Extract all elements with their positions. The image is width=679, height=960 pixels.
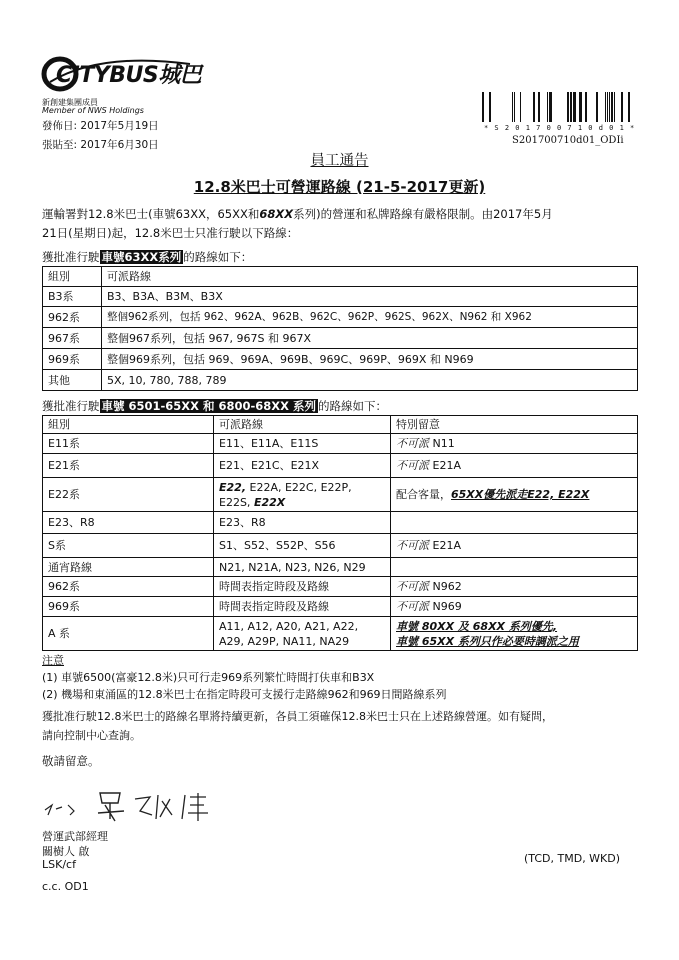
section2-table <box>42 415 638 651</box>
routes-text-2: A29, A29P, NA11, NA29 <box>219 634 350 648</box>
table-cell: E23、R8 <box>43 512 214 534</box>
note-text: E21A <box>429 539 461 552</box>
table-cell <box>391 534 638 558</box>
intro-text-d: 21日(星期日)起，12.8米巴士只准行駛以下路線： <box>42 226 299 240</box>
table-cell: 967系 <box>43 328 102 349</box>
barcode-bar <box>628 92 630 122</box>
note-line-1: 車號 80XX 及 68XX 系列優先, <box>396 619 558 633</box>
table-cell <box>391 617 638 651</box>
table-cell: 時間表指定時段及路線 <box>214 577 391 597</box>
note-italic: 不可派 <box>396 459 429 472</box>
barcode-bar <box>579 92 582 122</box>
barcode-bar <box>614 92 615 122</box>
table-cell <box>391 577 638 597</box>
note-italic: 不可派 <box>396 539 429 552</box>
logo-text: CITYBUS城巴 <box>56 63 202 88</box>
note-italic: 不可派 <box>396 580 429 593</box>
post-date-row: 張貼至: 2017年6月30日 <box>42 139 159 151</box>
barcode-bar <box>607 92 608 122</box>
table-cell <box>391 478 638 512</box>
table-cell: 通宵路線 <box>43 558 214 577</box>
barcode-bar <box>609 92 610 122</box>
note-line-2: 車號 65XX 系列只作必要時調派之用 <box>396 634 579 648</box>
table-cell <box>391 454 638 478</box>
table-cell <box>214 617 391 651</box>
signatory-title: 營運武部經理 <box>42 830 108 843</box>
table-cell: 969系 <box>43 349 102 370</box>
table-cell: 其他 <box>43 370 102 391</box>
barcode-bar <box>512 92 513 122</box>
barcode-bar <box>573 92 576 122</box>
table-cell: B3、B3A、B3M、B3X <box>102 287 638 307</box>
closing-paragraph <box>42 707 642 745</box>
handwritten-signature <box>40 785 240 825</box>
section1-table <box>42 266 638 391</box>
table-row <box>43 454 638 478</box>
barcode-bar <box>567 92 569 122</box>
document-reference: S201700710d01_ODIi <box>512 135 624 146</box>
barcode-bar <box>489 92 491 122</box>
table-cell: N21, N21A, N23, N26, N29 <box>214 558 391 577</box>
table-cell: E11、E11A、E11S <box>214 434 391 454</box>
barcode-bar <box>482 92 484 122</box>
table-row <box>43 434 638 454</box>
logo-subtitle-english: Member of NWS Holdings <box>42 106 144 115</box>
section2-caption <box>42 397 642 416</box>
table-row <box>43 617 638 651</box>
table-cell <box>391 558 638 577</box>
table-cell: 整個969系列，包括 969、969A、969B、969C、969P、969X 和 N969 <box>102 349 638 370</box>
note-text: N11 <box>429 437 455 450</box>
barcode-bar <box>570 92 572 122</box>
table-row <box>43 577 638 597</box>
intro-text-c: 系列)的營運和私牌路線有嚴格限制。由2017年5月 <box>293 207 553 221</box>
table-cell: 969系 <box>43 597 214 617</box>
notice-title: 員工通告 <box>310 153 369 169</box>
notes-item: (2) 機場和東涌區的12.8米巴士在指定時段可支援行走路線962和969日間路線系列 <box>42 688 447 701</box>
table-header: 組別 <box>43 416 214 434</box>
barcode-bar <box>547 92 548 122</box>
cc-line: c.c. OD1 <box>42 880 89 893</box>
table-cell: 962系 <box>43 577 214 597</box>
intro-text-a: 運輸署對12.8米巴士(車號63XX，65XX和 <box>42 207 260 221</box>
logo-subtitle-chinese: 新創建集團成員 <box>42 98 98 107</box>
routes-text-2: E22S, <box>219 495 254 509</box>
table-cell: 時間表指定時段及路線 <box>214 597 391 617</box>
table-cell: 整個962系列，包括 962、962A、962B、962C、962P、962S、962X、N962 和 X962 <box>102 307 638 328</box>
note-text: E21A <box>429 459 461 472</box>
table-row <box>43 597 638 617</box>
section1-caption-b: 的路線如下： <box>183 250 253 264</box>
issue-date-label: 發佈日 <box>42 120 74 132</box>
table-row <box>43 328 638 349</box>
table-row <box>43 534 638 558</box>
table-header: 特別留意 <box>391 416 638 434</box>
table-cell: 整個967系列，包括 967, 967S 和 967X <box>102 328 638 349</box>
table-cell <box>391 434 638 454</box>
table-cell: E23、R8 <box>214 512 391 534</box>
table-row <box>43 478 638 512</box>
table-row <box>43 512 638 534</box>
regards: 敬請留意。 <box>42 754 100 768</box>
section2-caption-b: 的路線如下： <box>318 399 388 413</box>
intro-text-b: 68XX <box>259 207 294 221</box>
table-cell: 962系 <box>43 307 102 328</box>
notice-subtitle: 12.8米巴士可營運路線 (21-5-2017更新) <box>193 178 486 196</box>
table-row <box>43 307 638 328</box>
signatory-ref: LSK/cf <box>42 858 76 871</box>
table-cell <box>391 597 638 617</box>
barcode-bar <box>549 92 552 122</box>
note-bold: 65XX優先派走E22, E22X <box>451 488 590 501</box>
intro-paragraph <box>42 205 642 243</box>
routes-bold: E22, <box>219 480 247 494</box>
table-row <box>43 349 638 370</box>
barcode-bar <box>596 92 598 122</box>
table-cell: A 系 <box>43 617 214 651</box>
table-row <box>43 287 638 307</box>
table-cell <box>214 478 391 512</box>
notes-block <box>42 652 642 703</box>
table-row <box>43 370 638 391</box>
barcode-number: * S 2 0 1 7 0 0 7 1 0 d 0 1 * <box>484 124 636 132</box>
notes-heading: 注意 <box>42 654 64 667</box>
barcode-bar <box>621 92 623 122</box>
note-italic: 不可派 <box>396 437 429 450</box>
table-cell <box>391 512 638 534</box>
section2-caption-highlight: 車號 6501-65XX 和 6800-68XX 系列 <box>101 399 317 413</box>
post-date: 2017年6月30日 <box>80 139 159 151</box>
note-text: N969 <box>429 600 462 613</box>
table-header-row <box>43 267 638 287</box>
table-cell: B3系 <box>43 287 102 307</box>
barcode-bar <box>611 92 613 122</box>
barcode-bar <box>538 92 540 122</box>
note-italic: 不可派 <box>396 600 429 613</box>
section1-caption <box>42 248 642 267</box>
issue-date: 2017年5月19日 <box>80 120 159 132</box>
table-cell: E21系 <box>43 454 214 478</box>
barcode-bar <box>514 92 515 122</box>
section1-caption-highlight: 車號63XX系列 <box>101 250 182 264</box>
table-header-row <box>43 416 638 434</box>
section1-caption-a: 獲批准行駛 <box>42 250 100 264</box>
closing-line-2: 請向控制中心查詢。 <box>42 729 141 742</box>
barcode-bar <box>520 92 521 122</box>
barcode-bar <box>533 92 535 122</box>
note-text: N962 <box>429 580 462 593</box>
section2-caption-a: 獲批准行駛 <box>42 399 100 413</box>
routes-text: E22A, E22C, E22P, <box>246 480 352 494</box>
table-cell: 5X, 10, 780, 788, 789 <box>102 370 638 391</box>
table-cell: S1、S52、S52P、S56 <box>214 534 391 558</box>
table-header: 組別 <box>43 267 102 287</box>
table-row <box>43 558 638 577</box>
routes-text: A11, A12, A20, A21, A22, <box>219 619 359 633</box>
table-cell: S系 <box>43 534 214 558</box>
barcode-bar <box>585 92 587 122</box>
routes-bold-2: E22X <box>253 495 286 509</box>
issue-date-row: 發佈日: 2017年5月19日 <box>42 120 159 132</box>
note-text: 配合客量， <box>396 488 451 501</box>
closing-line-1: 獲批准行駛12.8米巴士的路線名單將持續更新，各員工須確保12.8米巴士只在上述路線營運。如有疑問， <box>42 710 553 723</box>
post-date-label: 張貼至 <box>42 139 74 151</box>
table-cell: E21、E21C、E21X <box>214 454 391 478</box>
table-header: 可派路線 <box>214 416 391 434</box>
signatory-name: 關樹人 啟 <box>42 845 90 858</box>
barcode-image <box>482 92 632 122</box>
notes-item: (1) 車號6500(富豪12.8米)只可行走969系列繁忙時間打伕車和B3X <box>42 671 375 684</box>
table-header: 可派路線 <box>102 267 638 287</box>
distribution-list: (TCD, TMD, WKD) <box>524 852 621 865</box>
table-cell: E22系 <box>43 478 214 512</box>
table-cell: E11系 <box>43 434 214 454</box>
barcode-bar <box>605 92 606 122</box>
